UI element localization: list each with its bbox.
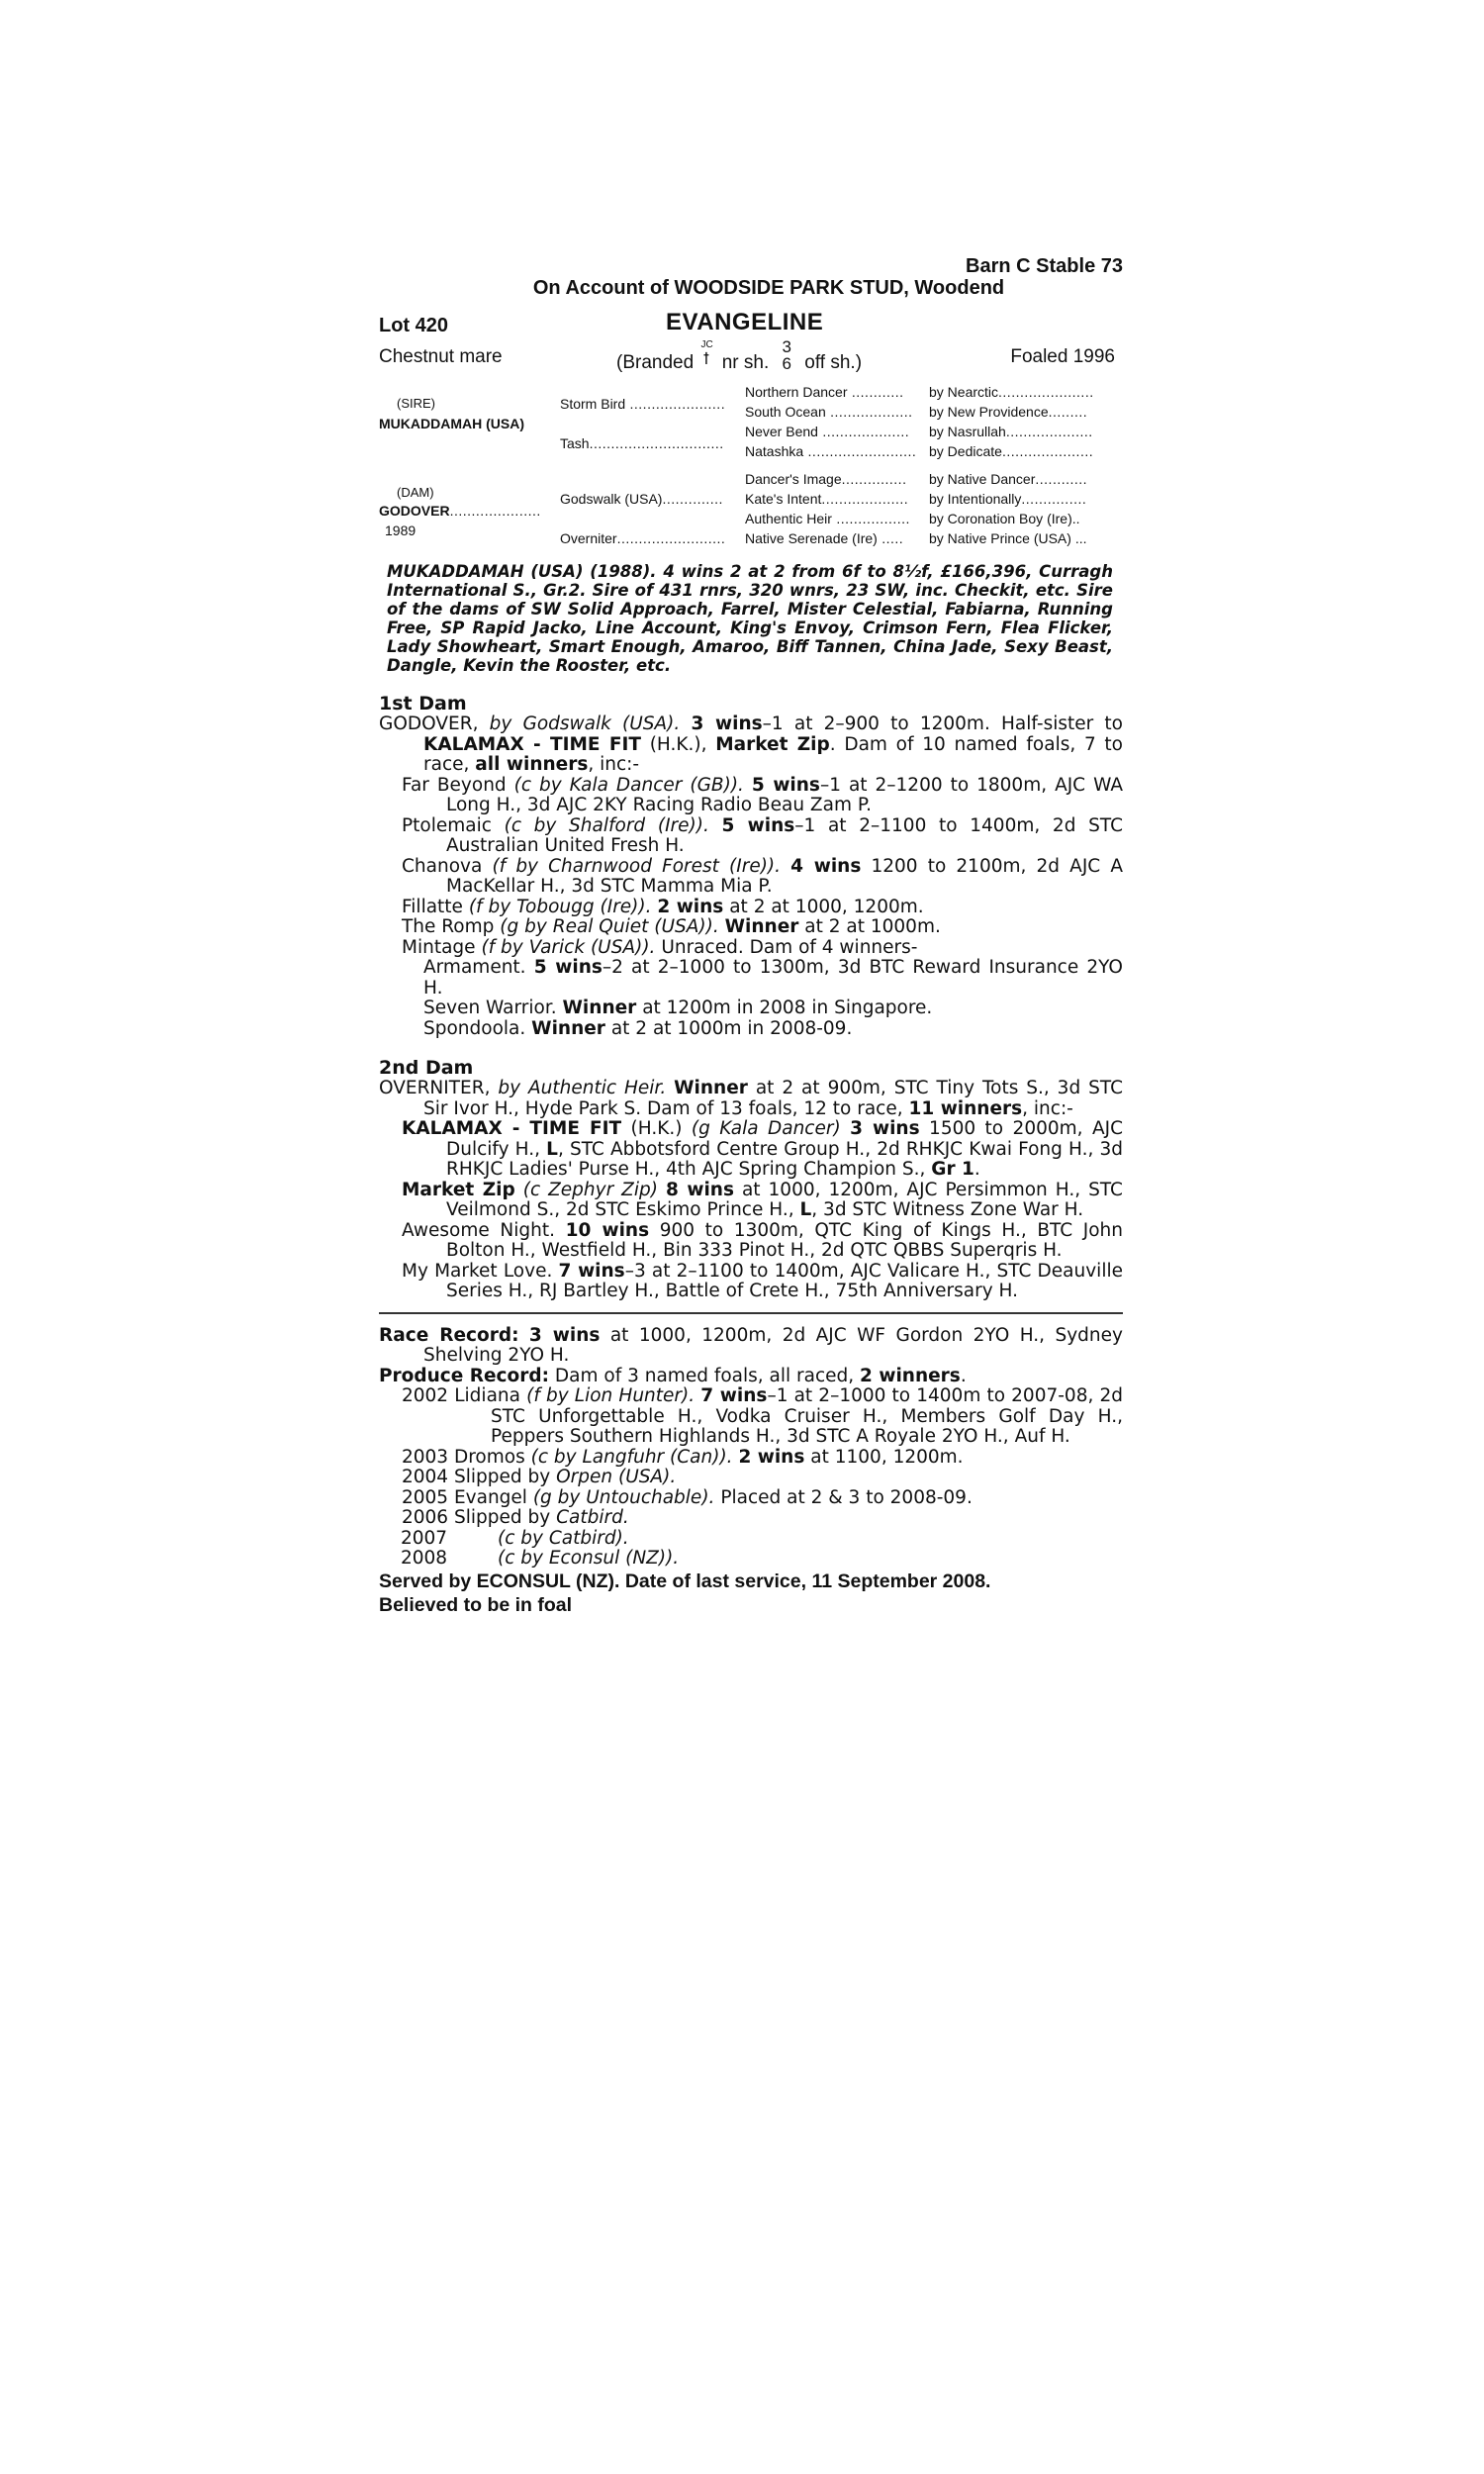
ped-gen3-2: South Ocean ................... <box>745 404 913 420</box>
progeny-the-romp: The Romp (g by Real Quiet (USA)). Winner at 2 at 1000m. <box>402 916 941 937</box>
ped-gen4-5: by Native Dancer............ <box>929 471 1088 487</box>
grandprogeny-seven-warrior: Seven Warrior. Winner at 1200m in 2008 in Singapore. <box>423 998 933 1018</box>
ped-gen4-2: by New Providence......... <box>929 404 1088 420</box>
ped-gen2-3: Godswalk (USA).............. <box>560 491 723 507</box>
produce-2004: 2004 Slipped by Orpen (USA). <box>402 1467 677 1487</box>
ped-gen4-3: by Nasrullah.................... <box>929 424 1093 439</box>
ped-gen3-5: Dancer's Image............... <box>745 471 907 487</box>
progeny-market-zip: Market Zip (c Zephyr Zip) 8 wins at 1000, 1200m, AJC Persimmon H., STC Veilmond S., 2d STC Eskimo Prince H., L, 3d STC Witness Zone War H. <box>402 1179 1123 1220</box>
dam-name: GODOVER <box>379 503 450 519</box>
ped-gen3-8: Native Serenade (Ire) ..... <box>745 530 904 546</box>
sire-label: (SIRE) <box>397 396 435 411</box>
pedigree-table <box>379 380 1123 554</box>
ped-gen2-2: Tash............................... <box>560 435 724 451</box>
ped-gen3-6: Kate's Intent.................... <box>745 491 909 507</box>
in-foal-status: Believed to be in foal <box>379 1593 573 1616</box>
progeny-mintage: Mintage (f by Varick (USA)). Unraced. Dam of 4 winners- <box>402 936 918 958</box>
ped-gen4-8: by Native Prince (USA) ... <box>929 530 1087 546</box>
description-row <box>379 337 1123 378</box>
brand-off-shoulder: off sh.) <box>804 352 863 374</box>
brand-fraction <box>783 338 791 372</box>
progeny-kalamax: KALAMAX - TIME FIT (H.K.) (g Kala Dancer) 3 wins 1500 to 2000m, AJC Dulcify H., L, STC Abbotsford Centre Group H., 2d RHKJC Kwai Fong H., 3d RHKJC Ladies' Purse H., 4th AJC Spring Champion S., Gr 1. <box>402 1118 1123 1180</box>
barn-stable: Barn C Stable 73 <box>966 255 1123 277</box>
produce-2007: 2007 (c by Catbird). <box>401 1527 629 1549</box>
brand-info <box>616 337 863 380</box>
second-dam-heading: 2nd Dam <box>379 1057 474 1079</box>
served-by: Served by ECONSUL (NZ). Date of last service, 11 September 2008. <box>379 1570 991 1592</box>
race-record: Race Record: 3 wins at 1000, 1200m, 2d AJC WF Gordon 2YO H., Sydney Shelving 2YO H. <box>379 1324 1123 1366</box>
brand-letters: JC <box>700 339 713 350</box>
ped-gen3-3: Never Bend .................... <box>745 424 910 439</box>
dam-label: (DAM) <box>397 485 434 500</box>
brand-near-shoulder: nr sh. <box>721 352 770 374</box>
horse-name: EVANGELINE <box>666 309 824 335</box>
lot-row <box>379 309 1123 342</box>
brand-mark <box>698 339 716 373</box>
ped-gen2-1: Storm Bird ...................... <box>560 396 726 412</box>
progeny-far-beyond: Far Beyond (c by Kala Dancer (GB)). 5 wins–1 at 2–1200 to 1800m, AJC WA Long H., 3d AJC 2KY Racing Radio Beau Zam P. <box>402 774 1124 815</box>
ped-gen3-7: Authentic Heir ................. <box>745 511 910 526</box>
sire-name: MUKADDAMAH (USA) <box>379 416 524 431</box>
grandprogeny-spondoola: Spondoola. Winner at 2 at 1000m in 2008-09. <box>423 1017 853 1039</box>
brand-hook-icon: ꝉ <box>702 351 710 368</box>
second-dam-entry: OVERNITER, by Authentic Heir. Winner at 2 at 900m, STC Tiny Tots S., 3d STC Sir Ivor H., Hyde Park S. Dam of 13 foals, 12 to race, 11 winners, inc:- <box>379 1078 1123 1119</box>
brand-num-bottom: 6 <box>782 354 792 373</box>
progeny-fillatte: Fillatte (f by Tobougg (Ire)). 2 wins at 2 at 1000, 1200m. <box>402 896 924 917</box>
produce-2003: 2003 Dromos (c by Langfuhr (Can)). 2 wins at 1100, 1200m. <box>402 1446 964 1468</box>
sire-summary: MUKADDAMAH (USA) (1988). 4 wins 2 at 2 from 6f to 8½f, £166,396, Curragh International S., Gr.2. Sire of 431 rnrs, 320 wnrs, 23 SW, inc. Checkit, etc. Sire of the dams of SW Solid Approach, Farrel, Mister Celestial, Fabiarna, Running Free, SP Rapid Jacko, Line Account, King's Envoy, Crimson Fern, Flea Flicker, Lady Showheart, Smart Enough, Amaroo, Biff Tannen, China Jade, Sexy Beast, Dangle, Kevin the Rooster, etc. <box>387 562 1113 675</box>
progeny-awesome-night: Awesome Night. 10 wins 900 to 1300m, QTC King of Kings H., BTC John Bolton H., Westfield H., Bin 333 Pinot H., 2d QTC QBBS Superqris H. <box>402 1219 1124 1261</box>
first-dam-heading: 1st Dam <box>379 693 467 714</box>
ped-gen4-1: by Nearctic...................... <box>929 384 1094 400</box>
produce-2002: 2002 Lidiana (f by Lion Hunter). 7 wins–1 at 2–1000 to 1400m to 2007-08, 2d STC Unforgettable H., Vodka Cruiser H., Members Golf Day H., Peppers Southern Highlands H., 3d STC A Royale 2YO H., Auf H. <box>402 1385 1123 1447</box>
produce-2005: 2005 Evangel (g by Untouchable). Placed at 2 & 3 to 2008-09. <box>402 1486 973 1508</box>
ped-gen3-4: Natashka ......................... <box>745 443 917 459</box>
lot-number: Lot 420 <box>379 315 449 336</box>
first-dam-entry: GODOVER, by Godswalk (USA). 3 wins–1 at 2–900 to 1200m. Half-sister to KALAMAX - TIME FIT (H.K.), Market Zip. Dam of 10 named foals, 7 to race, all winners, inc:- <box>379 714 1124 775</box>
ped-gen4-7: by Coronation Boy (Ire).. <box>929 511 1080 526</box>
dam-year: 1989 <box>385 523 417 538</box>
ped-gen3-1: Northern Dancer ............ <box>745 384 904 400</box>
progeny-chanova: Chanova (f by Charnwood Forest (Ire)). 4 wins 1200 to 2100m, 2d AJC A MacKellar H., 3d STC Mamma Mia P. <box>402 855 1123 897</box>
catalogue-page <box>379 255 1123 1617</box>
brand-num-top: 3 <box>782 337 792 356</box>
vendor-account: On Account of WOODSIDE PARK STUD, Woodend <box>532 277 1005 299</box>
ped-gen2-4: Overniter......................... <box>560 530 726 546</box>
horse-sex: Chestnut mare <box>379 346 503 367</box>
brand-open: (Branded <box>616 352 695 374</box>
progeny-my-market-love: My Market Love. 7 wins–3 at 2–1100 to 1400m, AJC Valicare H., STC Deauville Series H., RJ Bartley H., Battle of Crete H., 75th Anniversary H. <box>402 1260 1123 1301</box>
produce-2008: 2008 (c by Econsul (NZ)). <box>401 1548 680 1569</box>
section-divider <box>379 1312 1123 1314</box>
foaled-year: Foaled 1996 <box>1010 346 1115 367</box>
progeny-ptolemaic: Ptolemaic (c by Shalford (Ire)). 5 wins–1 at 2–1100 to 1400m, 2d STC Australian United Fresh H. <box>402 814 1123 856</box>
ped-gen4-4: by Dedicate..................... <box>929 443 1094 459</box>
dam-name-row: GODOVER..................... <box>379 503 541 519</box>
produce-record: Produce Record: Dam of 3 named foals, all raced, 2 winners. <box>379 1365 967 1386</box>
grandprogeny-armament: Armament. 5 wins–2 at 2–1000 to 1300m, 3d BTC Reward Insurance 2YO H. <box>423 957 1123 999</box>
produce-2006: 2006 Slipped by Catbird. <box>402 1507 629 1528</box>
ped-gen4-6: by Intentionally............... <box>929 491 1087 507</box>
